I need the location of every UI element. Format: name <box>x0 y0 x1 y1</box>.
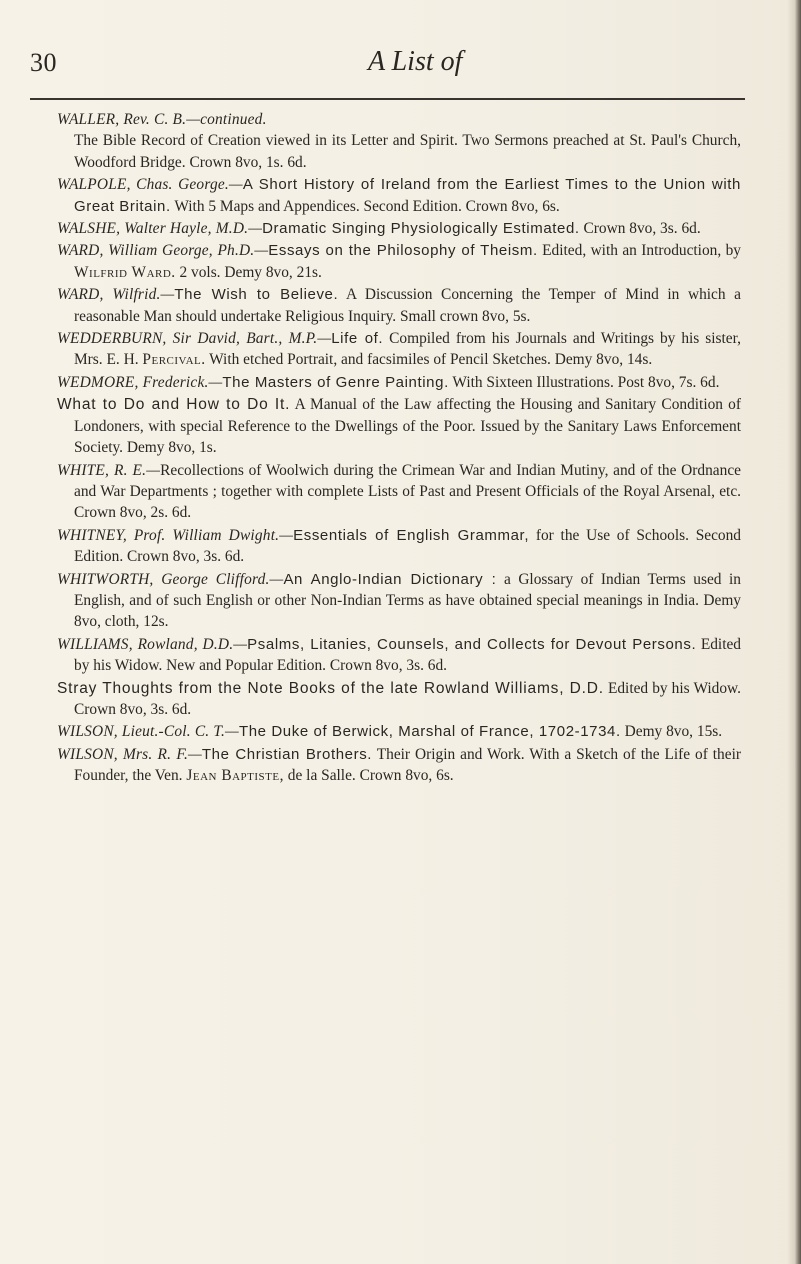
entry-description: A Manual of the Law affecting the Housing and Sanitary Condition of Londoners, with special Reference to the Dwellings of the Poor. Issued by the Sanitary Laws Enforcement Society. Demy 8vo, 1s. <box>74 396 741 457</box>
catalogue-entry <box>57 460 741 524</box>
catalogue-entry <box>57 109 741 173</box>
entry-title: The Christian Brothers. <box>201 745 373 763</box>
entry-author: WILSON, Lieut.-Col. C. T.— <box>57 723 239 741</box>
entry-description: A Discussion Concerning the Temper of Mind in which a reasonable Man should undertake Religious Inquiry. Small crown 8vo, 5s. <box>74 286 742 325</box>
catalogue-entry <box>57 372 741 393</box>
catalogue-entry <box>57 284 741 327</box>
entry-description: The Bible Record of Creation viewed in its Letter and Spirit. Two Sermons preached at St. Paul's Church, Woodford Bridge. Crown 8vo, 1s. 6d. <box>74 132 741 171</box>
catalogue-entry <box>57 240 741 283</box>
entry-editor-name: Percival. <box>142 351 206 369</box>
entry-description: for the Use of Schools. Second Edition. Crown 8vo, 3s. 6d. <box>74 526 742 566</box>
catalogue-entry <box>57 394 741 458</box>
catalogue-entry <box>57 218 741 239</box>
entry-description: Crown 8vo, 3s. 6d. <box>579 220 701 238</box>
catalogue-entry <box>57 744 741 787</box>
catalogue-entry <box>57 721 741 742</box>
entry-founder-name: Jean Baptiste, <box>186 767 284 785</box>
entry-author: WHITE, R. E.— <box>57 461 161 479</box>
entry-author: WILSON, Mrs. R. F.— <box>57 745 202 763</box>
entry-title: An Anglo-Indian Dictionary : <box>283 570 497 588</box>
entry-description: Recollections of Woolwich during the Crimean War and Indian Mutiny, and of the Ordnance and War Departments ; together with complete Lists of Past and Present Officials of the Royal Arsenal, etc. Crown 8vo, 2s. 6d. <box>74 461 741 522</box>
entry-description: Their Origin and Work. With a Sketch of the Life of their Founder, the Ven. <box>74 745 741 785</box>
entry-description-tail: de la Salle. Crown 8vo, 6s. <box>283 767 454 785</box>
catalogue-entries <box>57 109 741 788</box>
entry-title: Essays on the Philosophy of Theism. <box>268 242 538 260</box>
entry-author: WHITNEY, Prof. William Dwight.— <box>57 526 294 544</box>
entry-editor-name: Wilfrid Ward. <box>74 263 176 281</box>
entry-description: With 5 Maps and Appendices. Second Edition. Crown 8vo, 6s. <box>170 197 560 215</box>
entry-title: A Short History of Ireland from the Earliest Times to the Union with Great Britain. <box>74 176 741 215</box>
page-number: 30 <box>30 48 57 77</box>
entry-title: Dramatic Singing Physiologically Estimated. <box>262 220 580 238</box>
entry-title: The Duke of Berwick, Marshal of France, 1702-1734. <box>238 723 621 741</box>
catalogue-entry <box>57 174 741 217</box>
entry-description: Edited by his Widow. Crown 8vo, 3s. 6d. <box>74 679 741 718</box>
entry-title: Stray Thoughts from the Note Books of the late Rowland Williams, D.D. <box>57 679 604 697</box>
entry-author: WALPOLE, Chas. George.— <box>57 176 243 194</box>
entry-title: Psalms, Litanies, Counsels, and Collects for Devout Persons. <box>247 635 697 653</box>
catalogue-entry <box>57 328 741 371</box>
running-title: A List of <box>368 46 463 77</box>
page-header <box>30 48 750 88</box>
entry-description-tail: 2 vols. Demy 8vo, 21s. <box>175 263 322 281</box>
catalogue-entry <box>57 678 741 721</box>
entry-description: Compiled from his Journals and Writings by his sister, Mrs. E. H. <box>74 330 741 369</box>
header-rule <box>30 98 745 100</box>
entry-author: WALLER, Rev. C. B.—continued. <box>57 111 267 128</box>
entry-author: WEDMORE, Frederick.— <box>57 373 223 391</box>
entry-description: With Sixteen Illustrations. Post 8vo, 7s. 6d. <box>448 373 720 391</box>
entry-description: Edited, with an Introduction, by <box>537 242 741 260</box>
entry-title: The Masters of Genre Painting. <box>222 373 449 391</box>
catalogue-entry <box>57 525 741 568</box>
entry-description: Edited by his Widow. New and Popular Edition. Crown 8vo, 3s. 6d. <box>74 635 742 675</box>
entry-title: The Wish to Believe. <box>174 286 339 304</box>
page-edge-shadow <box>787 0 801 1264</box>
entry-author: WEDDERBURN, Sir David, Bart., M.P.— <box>57 330 332 348</box>
entry-description-tail: With etched Portrait, and facsimiles of Pencil Sketches. Demy 8vo, 14s. <box>205 351 653 369</box>
entry-author: WILLIAMS, Rowland, D.D.— <box>57 635 248 653</box>
entry-author: WALSHE, Walter Hayle, M.D.— <box>57 220 263 238</box>
entry-description: a Glossary of Indian Terms used in English, and of such English or other Non-Indian Terms as have obtained special meanings in India. Demy 8vo, cloth, 12s. <box>74 570 741 631</box>
entry-author: WARD, Wilfrid.— <box>57 286 175 304</box>
entry-description: Demy 8vo, 15s. <box>620 723 723 741</box>
entry-title: Essentials of English Grammar, <box>293 526 530 544</box>
entry-title: What to Do and How to Do It. <box>57 396 291 414</box>
entry-author: WARD, William George, Ph.D.— <box>57 242 269 260</box>
entry-author: WHITWORTH, George Clifford.— <box>57 570 284 588</box>
entry-title: Life of. <box>331 330 384 348</box>
catalogue-entry <box>57 569 741 633</box>
catalogue-entry <box>57 634 741 677</box>
